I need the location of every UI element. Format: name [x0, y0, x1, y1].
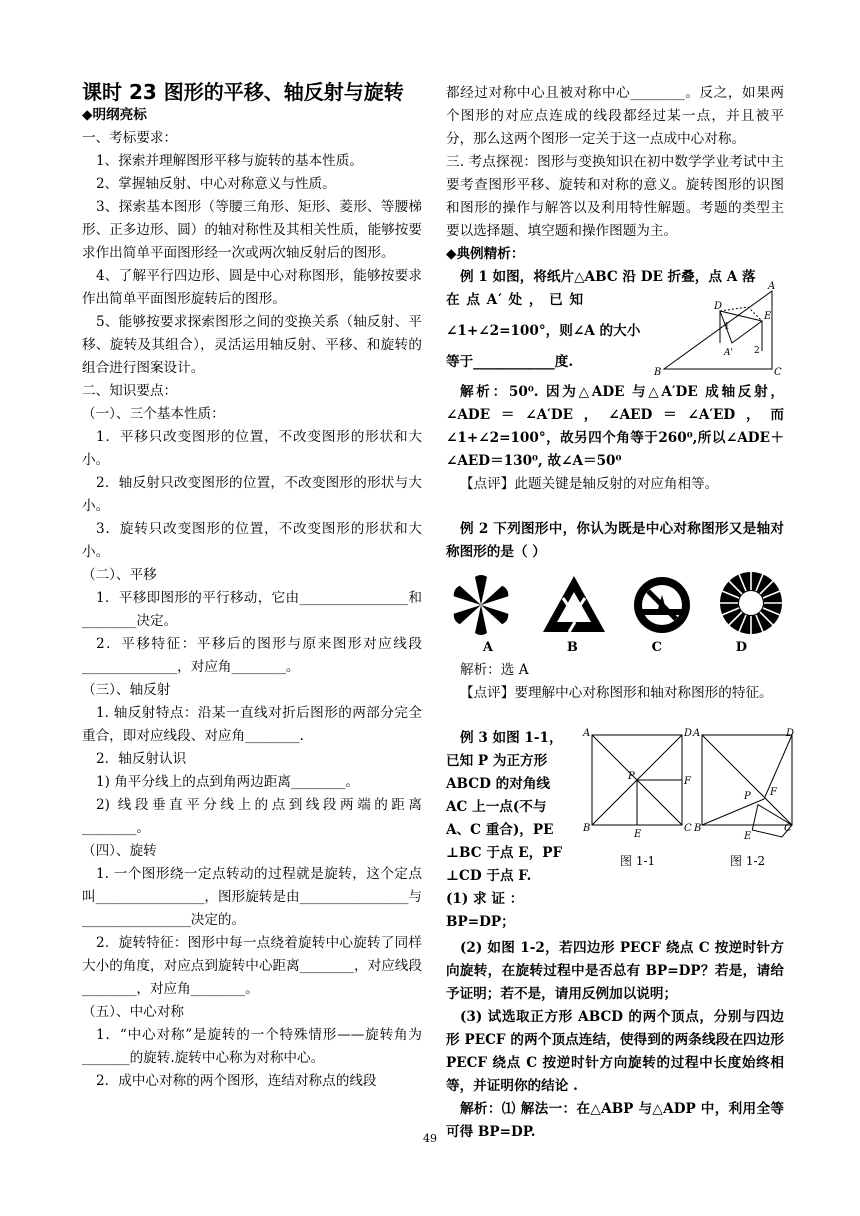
solution-paragraph: 【点评】此题关键是轴反射的对应角相等。 [460, 476, 719, 492]
left-paragraph: 1．平移即图形的平行移动，它由________________和________决定。 [82, 590, 422, 629]
example-3-paragraph: (2) 如图 1-2，若四边形 PECF 绕点 C 按逆时针方向旋转，在旋转过程中是否总有 BP=DP？若是，请给予证明；若不是，请用反例加以说明； [446, 940, 784, 1002]
left-paragraph: （五）、中心对称 [82, 1004, 184, 1020]
fig2-label-A: A [693, 728, 701, 739]
label-A-prime: A' [724, 348, 733, 358]
left-paragraph: （四）、旋转 [82, 843, 157, 859]
example-3 [446, 727, 795, 939]
option-label: D [735, 640, 748, 655]
option-label: A [482, 640, 493, 655]
option-labels [446, 636, 784, 659]
page-number: 49 [423, 1132, 437, 1145]
left-paragraph: 1. 一个图形绕一定点转动的过程就是旋转，这个定点叫________________，图形旋转是由________________与________________决定的。 [82, 866, 422, 928]
fig1-label-C: C [684, 823, 692, 834]
figure-caption: 图 1-2 [730, 854, 766, 868]
ex3-line: 例 3 如图 1-1， [460, 730, 563, 746]
left-paragraph: 1. 轴反射特点：沿某一直线对折后图形的两部分完全重合，即对应线段、对应角________. [82, 705, 422, 744]
recycle-figure [541, 574, 607, 636]
ex3-line: (1) 求 证 ： [446, 891, 524, 907]
square-figures [584, 727, 794, 939]
example-3-rest [446, 937, 784, 1144]
right-column [446, 82, 795, 1144]
ex1-line: 在 点 A′ 处 ， 已 知 [446, 292, 585, 308]
figure-caption: 图 1-1 [620, 854, 656, 868]
fig2-label-E: E [744, 831, 752, 842]
fig1-label-D: D [684, 728, 693, 739]
label-1: 1 [724, 322, 730, 332]
fig1-label-E: E [634, 829, 642, 840]
label-C: C [774, 367, 782, 378]
sunburst-figure [718, 570, 784, 636]
right-paragraph: ◆典例精析： [446, 246, 525, 262]
left-paragraph: 2．轴反射只改变图形的位置，不改变图形的形状与大小。 [82, 475, 422, 514]
ex3-line: ABCD 的对角线 [446, 776, 551, 792]
label-B: B [654, 367, 662, 378]
left-paragraph: 3．旋转只改变图形的位置，不改变图形的形状和大小。 [82, 521, 422, 560]
left-paragraph: 3、探索基本图形（等腰三角形、矩形、菱形、等腰梯形、正多边形、圆）的轴对称性及其相关性质，能够按要求作出简单平面图形经一次或两次轴反射后的图形。 [82, 199, 422, 261]
left-column [82, 104, 422, 1093]
ex1-line: 等于____________度. [446, 354, 574, 370]
right-paragraph: 例 1 如图，将纸片△ABC 沿 DE 折叠，点 A 落 [460, 269, 756, 285]
example-2-question: 例 2 下列图形中，你认为既是中心对称图形又是轴对称图形的是（ ） [446, 521, 784, 560]
fig1-label-B: B [583, 823, 591, 834]
left-paragraph: 1) 角平分线上的点到角两边距离________。 [96, 774, 359, 790]
left-paragraph: ◆明纲亮标 [82, 107, 147, 123]
label-A: A [768, 281, 776, 292]
left-paragraph: 2．平移特征：平移后的图形与原来图形对应线段______________，对应角________。 [82, 636, 422, 675]
example-2-comment: 【点评】要理解中心对称图形和轴对称图形的特征。 [460, 685, 773, 701]
left-paragraph: 2．轴反射认识 [96, 751, 187, 767]
option-label: C [651, 640, 662, 655]
solution-paragraph: 解析：50⁰. 因为△ADE 与△A′DE 成轴反射，∠ADE＝∠A′DE，∠AED＝∠A′ED，而∠1+∠2=100°，故另四个角等于260⁰,所以∠ADE＋∠AED＝130⁰, 故∠A＝50⁰ [446, 384, 784, 469]
label-D: D [714, 301, 723, 312]
right-intro [446, 82, 784, 289]
example-1-solution [446, 381, 784, 496]
ex1-line: ∠1+∠2=100°，则∠A 的大小 [446, 323, 641, 339]
example-2-options [446, 570, 784, 636]
left-paragraph: 二、知识要点： [82, 383, 178, 399]
fig2-label-D: D [786, 728, 795, 739]
left-paragraph: 2．旋转特征：图形中每一点绕着旋转中心旋转了同样大小的角度，对应点到旋转中心距离________，对应线段________，对应角________。 [82, 935, 422, 997]
example-2-solution: 解析：选 A [460, 662, 529, 678]
left-paragraph: 2、掌握轴反射、中心对称意义与性质。 [96, 176, 336, 192]
left-paragraph: 一、考标要求： [82, 130, 178, 146]
folded-triangle-figure [654, 281, 784, 378]
left-paragraph: 2) 线段垂直平分线上的点到线段两端的距离________。 [82, 797, 422, 836]
fig2-label-P: P [744, 791, 751, 802]
left-paragraph: 2．成中心对称的两个图形，连结对称点的线段 [96, 1073, 377, 1089]
left-paragraph: 1．“中心对称”是旋转的一个特殊情形——旋转角为_______的旋转.旋转中心称为对称中心。 [82, 1027, 422, 1066]
option-label: B [566, 640, 578, 655]
ex3-line: A、C 重合)，PE [446, 822, 554, 838]
left-paragraph: （三）、轴反射 [82, 682, 171, 698]
label-2: 2 [754, 346, 760, 356]
fig1-label-F: F [684, 776, 691, 787]
ex3-line: ⊥BC 于点 E，PF [446, 845, 563, 861]
fig2-label-F: F [770, 787, 777, 798]
left-paragraph: 1．平移只改变图形的位置，不改变图形的形状和大小。 [82, 429, 422, 468]
fig2-label-C: C [784, 823, 792, 834]
example-3-paragraph: 解析：⑴ 解法一：在△ABP 与△ADP 中，利用全等可得 BP=DP. [446, 1101, 784, 1140]
left-paragraph: 5、能够按要求探索图形之间的变换关系（轴反射、平移、旋转及其组合），灵活运用轴反射、平移、和旋转的组合进行图案设计。 [82, 314, 422, 376]
ex3-line: 已知 P 为正方形 [446, 753, 548, 769]
label-E: E [764, 311, 772, 322]
ex3-line: AC 上一点(不与 [446, 799, 547, 815]
fig1-label-P: P [628, 771, 635, 782]
fig1-label-A: A [583, 728, 591, 739]
right-paragraph: 三. 考点探视：图形与变换知识在初中数学学业考试中主要考查图形平移、旋转和对称的意义。旋转图形的识图和图形的操作与解答以及利用特性解题。考题的类型主要以选择题、填空题和操作图题为主。 [446, 154, 784, 239]
fig2-label-B: B [694, 823, 702, 834]
circle-emblem-figure [631, 574, 693, 636]
left-paragraph: 1、探索并理解图形平移与旋转的基本性质。 [96, 153, 363, 169]
left-paragraph: （一）、三个基本性质： [82, 406, 225, 422]
ex3-line: ⊥CD 于点 F. [446, 868, 532, 884]
example-3-paragraph: (3) 试选取正方形 ABCD 的两个顶点，分别与四边形 PECF 的两个顶点连结，使得到的两条线段在四边形 PECF 绕点 C 按逆时针方向旋转的过程中长度始终相等，并证明你的结论 . [446, 1009, 784, 1094]
left-paragraph: 4、了解平行四边形、圆是中心对称图形，能够按要求作出简单平面图形旋转后的图形。 [82, 268, 422, 307]
ex3-line: BP=DP； [446, 914, 515, 930]
left-paragraph: （二）、平移 [82, 567, 157, 583]
pinwheel-figure [446, 574, 516, 636]
page-title: 课时 23 图形的平移、轴反射与旋转 [82, 80, 404, 104]
right-paragraph: 都经过对称中心且被对称中心________。反之，如果两个图形的对应点连成的线段都经过某一点，并且被平分，那么这两个图形一定关于这一点成中心对称。 [446, 85, 784, 147]
example-1 [446, 281, 784, 381]
